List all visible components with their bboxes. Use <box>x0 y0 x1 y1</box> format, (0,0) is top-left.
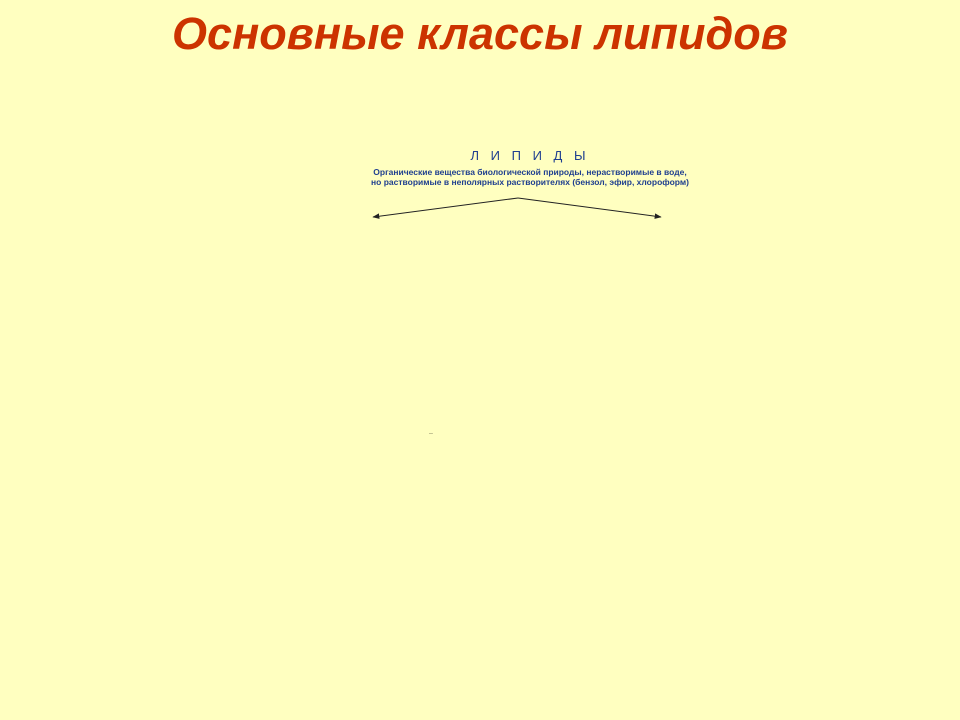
definition-line-1: Органические вещества биологической природы, нерастворимые в воде, <box>373 167 687 177</box>
arrow-right <box>518 198 661 217</box>
slide-title: Основные классы липидов <box>172 8 788 59</box>
stray-mark: – <box>429 430 433 437</box>
arrow-left <box>373 198 518 217</box>
diagram-heading: Л И П И Д Ы <box>470 148 590 163</box>
branch-arrows <box>360 192 680 228</box>
definition-line-2: но растворимые в неполярных растворителях (бензол, эфир, хлороформ) <box>371 177 689 187</box>
lipids-definition <box>330 167 730 187</box>
